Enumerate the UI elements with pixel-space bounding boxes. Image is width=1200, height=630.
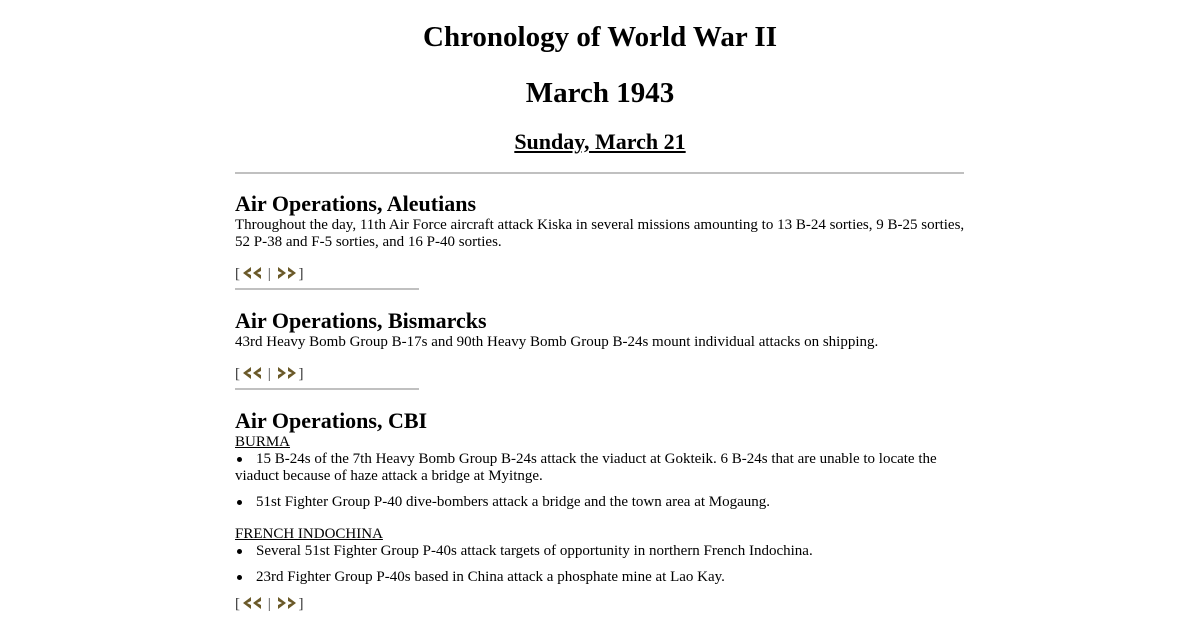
section-text: Throughout the day, 11th Air Force aircraft attack Kiska in several missions amounting to 13 B-24 sorties, 9 B-25 sorties, 52 P-38 and F-5 sorties, and 16 P-40 sorties. <box>235 217 965 250</box>
item-list <box>235 451 967 511</box>
section-bismarcks <box>235 308 967 390</box>
content <box>235 191 967 615</box>
next-icon[interactable] <box>275 266 299 285</box>
section-text: 43rd Heavy Bomb Group B-17s and 90th Heavy Bomb Group B-24s mount individual attacks on shipping. <box>235 334 879 350</box>
nav-close-bracket: ] <box>298 266 304 282</box>
section-nav <box>235 595 967 615</box>
list-item: 23rd Fighter Group P-40s based in China attack a phosphate mine at Lao Kay. <box>235 569 967 586</box>
section-nav <box>235 265 967 285</box>
section-divider <box>235 288 419 290</box>
section-aleutians <box>235 191 967 290</box>
list-item: 51st Fighter Group P-40 dive-bombers attack a bridge and the town area at Mogaung. <box>235 494 967 511</box>
section-title: Air Operations, Aleutians <box>235 191 477 216</box>
item-list <box>235 543 967 586</box>
list-item: 15 B-24s of the 7th Heavy Bomb Group B-24s attack the viaduct at Gokteik. 6 B-24s that are unable to locate the viaduct because of haze attack a bridge at Myitnge. <box>235 451 967 485</box>
region-heading-burma: BURMA <box>235 434 291 450</box>
next-icon[interactable] <box>275 596 299 615</box>
nav-separator: | <box>267 596 271 612</box>
nav-separator: | <box>267 366 271 382</box>
day-heading: Sunday, March 21 <box>514 129 686 154</box>
nav-open-bracket: [ <box>235 266 240 282</box>
nav-open-bracket: [ <box>235 366 240 382</box>
previous-icon[interactable] <box>240 266 264 285</box>
previous-icon[interactable] <box>240 596 264 615</box>
section-title: Air Operations, CBI <box>235 408 428 433</box>
region-heading-french-indochina: FRENCH INDOCHINA <box>235 526 383 542</box>
next-icon[interactable] <box>275 366 299 385</box>
section-divider <box>235 388 419 390</box>
list-item: Several 51st Fighter Group P-40s attack targets of opportunity in northern French Indochina. <box>235 543 967 560</box>
page-title: Chronology of World War II <box>423 21 777 53</box>
section-title: Air Operations, Bismarcks <box>235 308 487 333</box>
section-nav <box>235 365 967 385</box>
nav-open-bracket: [ <box>235 596 240 612</box>
nav-close-bracket: ] <box>298 596 304 612</box>
header-divider <box>235 172 964 174</box>
month-heading: March 1943 <box>525 77 675 109</box>
nav-close-bracket: ] <box>298 366 304 382</box>
section-cbi <box>235 408 967 615</box>
nav-separator: | <box>267 266 271 282</box>
previous-icon[interactable] <box>240 366 264 385</box>
